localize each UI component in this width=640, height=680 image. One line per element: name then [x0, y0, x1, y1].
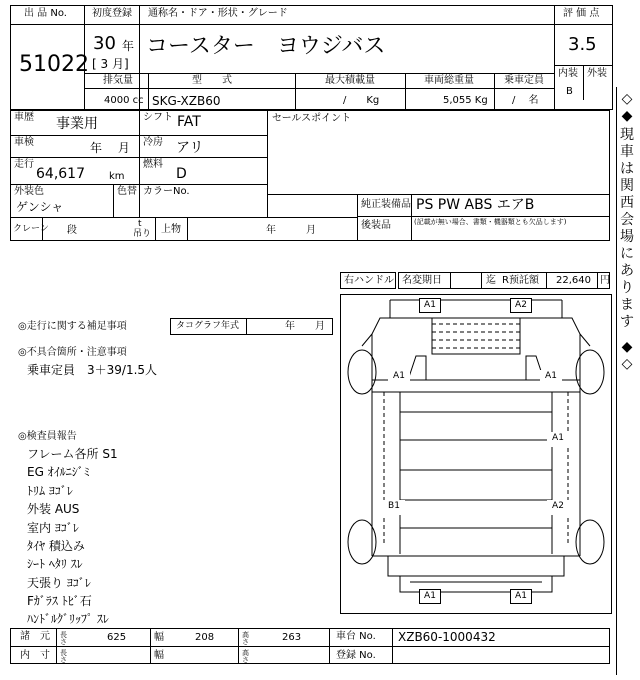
- inspection-label: 車検: [14, 137, 34, 148]
- inspector-line: フレーム各所 S1: [27, 447, 118, 461]
- fuel-value: D: [176, 166, 187, 182]
- inspector-line: ﾄﾘﾑ ﾖｺﾞﾚ: [27, 484, 73, 498]
- exterior-color-label: 外装色: [14, 186, 44, 197]
- board-label: 上物: [161, 224, 181, 235]
- standard-equipment-value: PS PW ABS エアB: [416, 197, 535, 213]
- height-label-2: 高さ: [242, 649, 249, 664]
- type-value: SKG-XZB60: [152, 94, 221, 108]
- interior-grade-label: 内装: [558, 68, 578, 79]
- defects-label: ◎不具合箇所・注意事項: [18, 347, 127, 358]
- mileage-unit: km: [109, 171, 125, 182]
- width-value: 208: [195, 632, 215, 643]
- type-label: 型 式: [192, 75, 232, 86]
- defects-text: 乗車定員 3＋39/1.5人: [27, 363, 158, 377]
- length-label-2: 長さ: [60, 649, 67, 664]
- chassis-value: XZB60-1000432: [398, 630, 496, 644]
- fuel-label: 燃料: [143, 159, 163, 170]
- ac-value: アリ: [176, 140, 204, 156]
- color-change-label: 色替: [117, 186, 137, 197]
- side-band-marks-bottom: ◆◇: [621, 339, 633, 372]
- capacity-label: 乗車定員: [504, 75, 544, 86]
- dimensions-label: 諸 元: [20, 631, 50, 642]
- lot-label: 出 品 No.: [24, 8, 67, 19]
- inspector-line: ﾀｲﾔ 積込み: [27, 539, 85, 553]
- first-reg-year: 30: [93, 33, 116, 54]
- damage-mark: A1: [510, 589, 532, 604]
- height-value: 263: [282, 632, 302, 643]
- shift-value: FAT: [177, 114, 201, 130]
- aftermarket-label: 後装品: [361, 220, 391, 231]
- displacement-label: 排気量: [103, 75, 133, 86]
- inspector-report-label: ◎検査員報告: [18, 431, 77, 442]
- recycle-fee: 22,640: [556, 275, 591, 286]
- name-change-field[interactable]: [450, 272, 482, 289]
- damage-mark: A1: [419, 589, 441, 604]
- crane-label: クレーン: [13, 224, 49, 234]
- damage-mark: A2: [547, 500, 569, 515]
- mileage-value: 64,617: [36, 166, 85, 182]
- lot-number: 51022: [19, 52, 89, 77]
- side-band-text: 現車は関西会場にあります: [620, 127, 634, 330]
- interior-grade: B: [566, 86, 573, 97]
- length-value: 625: [107, 632, 127, 643]
- location-side-band: [616, 87, 636, 675]
- exterior-grade-label: 外装: [587, 68, 607, 79]
- registration-label: 登録 No.: [336, 650, 376, 661]
- sales-point-label: セールスポイント: [272, 113, 352, 124]
- history-label: 車歴: [14, 112, 34, 123]
- damage-mark: A1: [419, 298, 441, 313]
- inspector-line: ﾊﾝﾄﾞﾙｸﾞﾘｯﾌﾟ ｽﾚ: [27, 612, 109, 626]
- inspection-value: 年 月: [90, 141, 130, 155]
- steering-value: 右ハンドル: [344, 275, 394, 286]
- width-label-2: 幅: [154, 650, 164, 661]
- color-no-label: カラーNo.: [143, 186, 190, 197]
- max-load-value: / Kg: [343, 95, 380, 106]
- yen-label: 円: [600, 275, 610, 286]
- capacity-value: / 名: [512, 95, 539, 106]
- width-label: 幅: [154, 632, 164, 643]
- recycle-label: R预託額: [502, 275, 539, 286]
- crane-t: t: [138, 219, 142, 229]
- length-label: 長さ: [60, 631, 67, 646]
- year-unit: 年: [122, 39, 135, 53]
- grade-label: 評 価 点: [563, 8, 600, 19]
- first-reg-month: [ 3 月]: [92, 57, 129, 71]
- driving-notes-label: ◎走行に関する補足事項: [18, 321, 127, 332]
- inspector-line: EG ｵｲﾙﾆｼﾞﾐ: [27, 465, 90, 479]
- height-label: 高さ: [242, 631, 249, 646]
- exterior-color-value: ゲンシャ: [16, 200, 64, 214]
- gross-weight-value: 5,055 Kg: [443, 95, 488, 106]
- inspector-line: 天張り ﾖｺﾞﾚ: [27, 576, 91, 590]
- crane-stage: 段: [67, 225, 77, 236]
- crane-hanging: 吊り: [133, 229, 152, 239]
- displacement-value: 4000 cc: [104, 95, 144, 106]
- damage-mark: A1: [388, 370, 410, 385]
- standard-equipment-label: 純正装備品: [361, 199, 411, 210]
- damage-mark: A2: [510, 298, 532, 313]
- chassis-label: 車台 No.: [336, 631, 376, 642]
- inspector-line: 外装 AUS: [27, 502, 80, 516]
- mileage-label: 走行: [14, 159, 34, 170]
- damage-mark: A1: [540, 370, 562, 385]
- max-load-label: 最大積載量: [325, 75, 375, 86]
- history-value: 事業用: [56, 116, 98, 132]
- model-label: 通称名・ドア・形状・グレード: [148, 8, 288, 19]
- name-change-label: 名変期日: [402, 275, 442, 286]
- inspector-line: 室内 ﾖｺﾞﾚ: [27, 521, 79, 535]
- model-name: コースター ヨウジバス: [146, 34, 386, 59]
- internal-label: 内 寸: [20, 650, 50, 661]
- gross-weight-label: 車両総重量: [424, 75, 474, 86]
- inspector-line: Fｶﾞﾗｽ ﾄﾋﾞ石: [27, 594, 92, 608]
- grade-value: 3.5: [568, 34, 597, 55]
- aftermarket-note: (記載が無い場合、書類・機器類とも欠品します): [414, 218, 567, 226]
- shift-label: シフト: [143, 112, 173, 123]
- bus-outline-diagram: [340, 294, 612, 614]
- damage-mark: B1: [383, 500, 405, 515]
- tacho-value: 年 月: [285, 321, 325, 332]
- inspector-line: ｼｰﾄ ﾍﾀﾘ ｽﾚ: [27, 557, 83, 571]
- first-reg-label: 初度登録: [92, 8, 132, 19]
- ac-label: 冷房: [143, 137, 163, 148]
- board-value: 年 月: [266, 225, 316, 236]
- tacho-label: タコグラフ年式: [176, 321, 240, 331]
- damage-mark: A1: [547, 432, 569, 447]
- deadline-symbol: 迄: [486, 275, 496, 286]
- side-band-marks-top: ◇◆: [621, 91, 633, 124]
